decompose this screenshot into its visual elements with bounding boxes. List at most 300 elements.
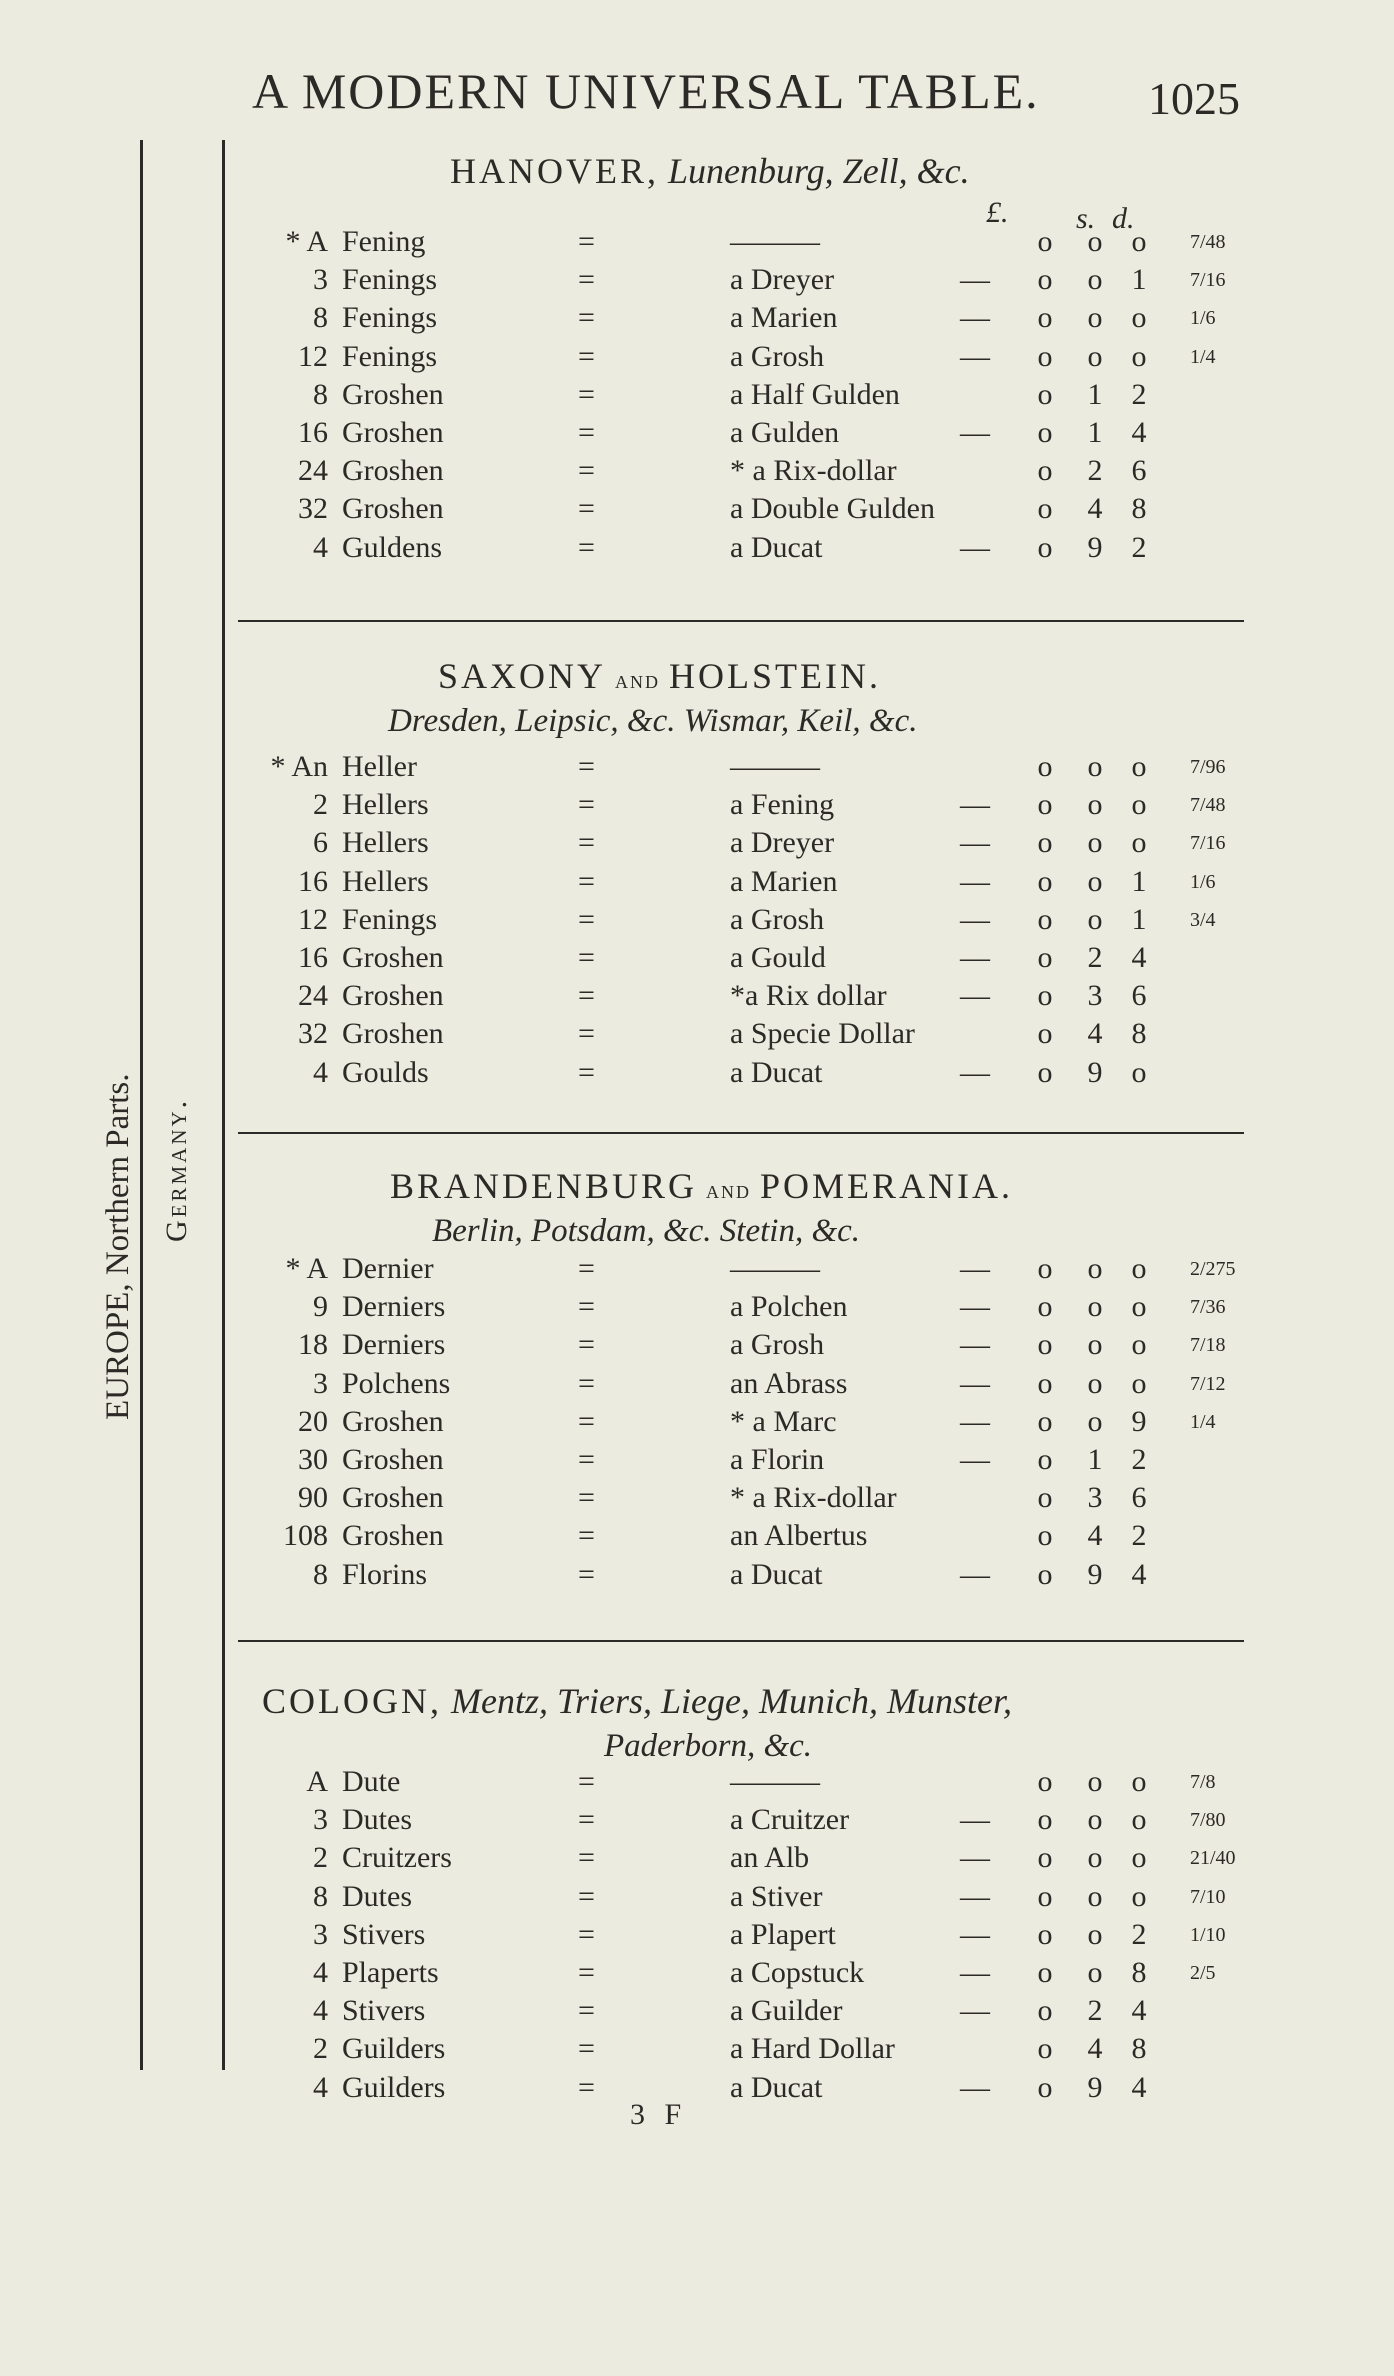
cell-l: o [1037,1994,1053,2027]
cell-frac: 7/16 [1190,269,1226,291]
table-row [0,941,1394,979]
section-title-part: COLOGN, [262,1681,442,1721]
cell-target: a Ducat [730,1558,823,1591]
cell-s: 9 [1087,1056,1103,1089]
cell-name: Stivers [342,1994,426,2027]
cell-s: o [1087,750,1103,783]
cell-s: 1 [1087,1443,1103,1476]
cell-target: an Abrass [730,1367,848,1400]
cell-l: o [1037,531,1053,564]
cell-s: 2 [1087,454,1103,487]
table-row [0,1328,1394,1366]
cell-l: o [1037,903,1053,936]
cell-d: 2 [1131,1519,1147,1552]
section-title-part: SAXONY [438,656,607,696]
cell-frac: 7/10 [1190,1886,1226,1908]
cell-s: 1 [1087,378,1103,411]
cell-eq: = [578,1252,595,1285]
table-row [0,903,1394,941]
cell-qty: 24 [298,454,328,487]
cell-s: o [1087,340,1103,373]
cell-eq: = [578,1481,595,1514]
table-row [0,416,1394,454]
cell-l: o [1037,1252,1053,1285]
cell-frac: 7/16 [1190,832,1226,854]
cell-name: Groshen [342,1405,444,1438]
cell-name: Dute [342,1765,401,1798]
cell-eq: = [578,979,595,1012]
cell-eq: = [578,301,595,334]
cell-d: o [1131,788,1147,821]
cell-name: Groshen [342,1519,444,1552]
cell-qty: 18 [298,1328,328,1361]
table-row [0,1405,1394,1443]
cell-dash: — [960,788,990,821]
cell-dash: — [960,263,990,296]
cell-frac: 7/48 [1190,794,1226,816]
cell-qty: 90 [298,1481,328,1514]
cell-qty: 8 [313,1558,328,1591]
cell-qty: 32 [298,1017,328,1050]
cell-s: o [1087,1290,1103,1323]
cell-d: 8 [1131,492,1147,525]
cell-dash: — [960,340,990,373]
table-row [0,1558,1394,1596]
cell-name: Hellers [342,865,429,898]
cell-target: a Cruitzer [730,1803,850,1836]
cell-l: o [1037,750,1053,783]
cell-qty: 16 [298,865,328,898]
cell-dash: — [960,416,990,449]
cell-qty: 3 [313,1918,328,1951]
cell-name: Polchens [342,1367,451,1400]
table-row [0,1481,1394,1519]
cell-dash: — [960,979,990,1012]
table-row [0,2071,1394,2109]
cell-l: o [1037,416,1053,449]
cell-l: o [1037,826,1053,859]
cell-l: o [1037,1803,1053,1836]
cell-d: 9 [1131,1405,1147,1438]
cell-d: o [1131,1328,1147,1361]
cell-name: Groshen [342,1017,444,1050]
cell-name: Plaperts [342,1956,439,1989]
cell-target: a Copstuck [730,1956,865,1989]
cell-target: ——— [730,1765,820,1798]
table-row [0,1252,1394,1290]
cell-l: o [1037,263,1053,296]
cell-d: 4 [1131,2071,1147,2104]
cell-qty: 30 [298,1443,328,1476]
cell-eq: = [578,1056,595,1089]
cell-s: 4 [1087,2032,1103,2065]
cell-qty: 108 [283,1519,328,1552]
table-row [0,750,1394,788]
cell-s: o [1087,1956,1103,1989]
cell-l: o [1037,1841,1053,1874]
cell-eq: = [578,1017,595,1050]
cell-eq: = [578,1367,595,1400]
cell-s: o [1087,1328,1103,1361]
cell-s: o [1087,263,1103,296]
section-title-part: Mentz, Triers, Liege, Munich, Munster, [451,1681,1012,1721]
table-row [0,1017,1394,1055]
cell-eq: = [578,1765,595,1798]
table-row [0,531,1394,569]
cell-s: o [1087,1405,1103,1438]
cell-d: o [1131,1803,1147,1836]
page-title: A MODERN UNIVERSAL TABLE. [252,63,1040,119]
cell-eq: = [578,1328,595,1361]
cell-d: 4 [1131,1994,1147,2027]
cell-eq: = [578,454,595,487]
cell-qty: 3 [313,1367,328,1400]
cell-l: o [1037,1765,1053,1798]
table-row [0,340,1394,378]
cell-dash: — [960,2071,990,2104]
cell-eq: = [578,340,595,373]
cell-target: a Specie Dollar [730,1017,915,1050]
cell-d: 8 [1131,1017,1147,1050]
section-title-part: and [706,1175,752,1204]
cell-target: a Stiver [730,1880,823,1913]
cell-name: Goulds [342,1056,429,1089]
cell-l: o [1037,1443,1053,1476]
cell-s: 3 [1087,979,1103,1012]
cell-target: a Plapert [730,1918,836,1951]
cell-eq: = [578,788,595,821]
cell-s: o [1087,1918,1103,1951]
cell-d: o [1131,301,1147,334]
cell-l: o [1037,340,1053,373]
cell-name: Fenings [342,301,438,334]
cell-qty: 12 [298,340,328,373]
cell-eq: = [578,1290,595,1323]
cell-name: Groshen [342,941,444,974]
cell-frac: 2/275 [1190,1258,1236,1280]
cell-d: 2 [1131,1443,1147,1476]
cell-name: Groshen [342,1481,444,1514]
cell-d: 1 [1131,865,1147,898]
cell-eq: = [578,826,595,859]
cell-qty: 24 [298,979,328,1012]
table-row [0,378,1394,416]
cell-d: 1 [1131,263,1147,296]
cell-dash: — [960,1558,990,1591]
cell-d: 6 [1131,1481,1147,1514]
table-row [0,301,1394,339]
cell-s: 2 [1087,941,1103,974]
column-header-pence: d. [1112,202,1135,235]
cell-name: Fenings [342,263,438,296]
cell-name: Fenings [342,903,438,936]
cell-s: o [1087,1252,1103,1285]
cell-name: Guilders [342,2071,446,2104]
cell-s: 9 [1087,531,1103,564]
cell-s: o [1087,826,1103,859]
cell-eq: = [578,1918,595,1951]
cell-d: 1 [1131,903,1147,936]
cell-l: o [1037,225,1053,258]
cell-s: o [1087,903,1103,936]
cell-frac: 2/5 [1190,1962,1216,1984]
cell-l: o [1037,1918,1053,1951]
cell-name: Dutes [342,1880,412,1913]
cell-s: 9 [1087,1558,1103,1591]
cell-target: a Ducat [730,2071,823,2104]
cell-eq: = [578,1405,595,1438]
cell-d: 2 [1131,1918,1147,1951]
cell-target: * a Rix-dollar [730,454,897,487]
cell-s: 9 [1087,2071,1103,2104]
cell-dash: — [960,1803,990,1836]
section-title [390,1165,1013,1207]
cell-dash: — [960,1056,990,1089]
table-row [0,2032,1394,2070]
cell-eq: = [578,1956,595,1989]
cell-target: a Gould [730,941,826,974]
cell-s: 1 [1087,416,1103,449]
table-row [0,1367,1394,1405]
cell-target: an Albertus [730,1519,868,1552]
table-row [0,1803,1394,1841]
cell-eq: = [578,1558,595,1591]
cell-s: o [1087,1765,1103,1798]
cell-target: a Gulden [730,416,840,449]
cell-s: o [1087,1803,1103,1836]
cell-dash: — [960,1994,990,2027]
cell-eq: = [578,2071,595,2104]
cell-eq: = [578,865,595,898]
cell-qty: 3 [313,263,328,296]
section-subtitle: Paderborn, &c. [604,1728,813,1764]
cell-s: o [1087,1841,1103,1874]
cell-l: o [1037,941,1053,974]
section-divider [238,1132,1244,1134]
section-divider [238,1640,1244,1642]
cell-eq: = [578,1880,595,1913]
cell-dash: — [960,1290,990,1323]
cell-dash: — [960,531,990,564]
side-country-label: Germany. [160,1097,193,1242]
cell-d: 4 [1131,1558,1147,1591]
cell-name: Fening [342,225,426,258]
table-row [0,1056,1394,1094]
cell-dash: — [960,1367,990,1400]
cell-qty: 16 [298,941,328,974]
cell-eq: = [578,941,595,974]
cell-name: Hellers [342,788,429,821]
cell-frac: 7/12 [1190,1373,1226,1395]
cell-qty: * An [270,750,328,783]
cell-frac: 7/80 [1190,1809,1226,1831]
cell-d: o [1131,340,1147,373]
cell-d: 8 [1131,2032,1147,2065]
cell-qty: 2 [313,788,328,821]
cell-dash: — [960,826,990,859]
section-title-part: and [615,665,661,694]
cell-frac: 21/40 [1190,1847,1236,1869]
cell-name: Groshen [342,454,444,487]
cell-d: 4 [1131,416,1147,449]
cell-l: o [1037,1056,1053,1089]
cell-eq: = [578,492,595,525]
cell-qty: 16 [298,416,328,449]
cell-d: 6 [1131,454,1147,487]
cell-s: o [1087,1367,1103,1400]
cell-name: Groshen [342,979,444,1012]
cell-s: o [1087,788,1103,821]
cell-frac: 7/96 [1190,756,1226,778]
cell-target: a Polchen [730,1290,848,1323]
cell-frac: 1/10 [1190,1924,1226,1946]
cell-frac: 1/6 [1190,871,1216,893]
table-row [0,1956,1394,1994]
cell-qty: 20 [298,1405,328,1438]
cell-l: o [1037,1367,1053,1400]
cell-l: o [1037,865,1053,898]
signature-mark: 3 F [630,2098,688,2131]
cell-s: o [1087,1880,1103,1913]
cell-dash: — [960,1880,990,1913]
cell-eq: = [578,531,595,564]
cell-qty: 4 [313,1956,328,1989]
cell-target: a Marien [730,301,838,334]
cell-eq: = [578,378,595,411]
section-subtitle: Dresden, Leipsic, &c. Wismar, Keil, &c. [388,703,918,739]
cell-d: o [1131,1367,1147,1400]
cell-frac: 7/48 [1190,231,1226,253]
cell-target: ——— [730,225,820,258]
cell-dash: — [960,865,990,898]
section-title [450,150,970,192]
cell-target: * a Rix-dollar [730,1481,897,1514]
cell-name: Cruitzers [342,1841,452,1874]
cell-qty: 4 [313,1994,328,2027]
table-row [0,788,1394,826]
cell-l: o [1037,1880,1053,1913]
cell-s: 3 [1087,1481,1103,1514]
cell-qty: * A [285,225,328,258]
table-row [0,1443,1394,1481]
cell-dash: — [960,1956,990,1989]
cell-l: o [1037,788,1053,821]
cell-name: Groshen [342,416,444,449]
cell-l: o [1037,1328,1053,1361]
table-row [0,826,1394,864]
cell-qty: 12 [298,903,328,936]
section-divider [238,620,1244,622]
cell-name: Groshen [342,1443,444,1476]
cell-qty: 32 [298,492,328,525]
section-title-part: Lunenburg, Zell, &c. [668,151,970,191]
cell-target: * a Marc [730,1405,837,1438]
cell-name: Derniers [342,1328,446,1361]
cell-target: a Hard Dollar [730,2032,895,2065]
cell-l: o [1037,2032,1053,2065]
cell-s: o [1087,225,1103,258]
cell-qty: 4 [313,2071,328,2104]
cell-frac: 1/6 [1190,307,1216,329]
cell-d: o [1131,1290,1147,1323]
cell-eq: = [578,225,595,258]
cell-s: 4 [1087,492,1103,525]
cell-d: 2 [1131,531,1147,564]
cell-l: o [1037,454,1053,487]
cell-dash: — [960,1252,990,1285]
cell-frac: 7/18 [1190,1334,1226,1356]
cell-d: o [1131,750,1147,783]
cell-eq: = [578,750,595,783]
cell-s: o [1087,865,1103,898]
cell-d: 8 [1131,1956,1147,1989]
cell-l: o [1037,301,1053,334]
cell-d: o [1131,1765,1147,1798]
cell-qty: 8 [313,378,328,411]
cell-target: a Marien [730,865,838,898]
cell-eq: = [578,1803,595,1836]
table-row [0,1841,1394,1879]
cell-dash: — [960,1918,990,1951]
cell-l: o [1037,1017,1053,1050]
section-title-part: HOLSTEIN. [669,656,881,696]
cell-target: *a Rix dollar [730,979,887,1012]
cell-s: 4 [1087,1519,1103,1552]
section-title [262,1680,1012,1722]
cell-s: 4 [1087,1017,1103,1050]
cell-l: o [1037,2071,1053,2104]
cell-frac: 3/4 [1190,909,1216,931]
cell-s: o [1087,301,1103,334]
table-row [0,263,1394,301]
cell-l: o [1037,1519,1053,1552]
cell-frac: 1/4 [1190,1411,1216,1433]
cell-dash: — [960,301,990,334]
cell-eq: = [578,903,595,936]
cell-target: a Fening [730,788,835,821]
cell-name: Florins [342,1558,428,1591]
cell-dash: — [960,1328,990,1361]
cell-s: 2 [1087,1994,1103,2027]
cell-d: o [1131,1841,1147,1874]
cell-qty: A [306,1765,328,1798]
table-row [0,1880,1394,1918]
cell-qty: 8 [313,301,328,334]
section-title [438,655,881,697]
cell-qty: 9 [313,1290,328,1323]
cell-name: Dutes [342,1803,412,1836]
cell-name: Heller [342,750,417,783]
cell-qty: 3 [313,1803,328,1836]
cell-target: a Ducat [730,531,823,564]
cell-qty: 8 [313,1880,328,1913]
table-row [0,1519,1394,1557]
table-row [0,1918,1394,1956]
cell-dash: — [960,1405,990,1438]
section-title-part: BRANDENBURG [390,1166,698,1206]
cell-eq: = [578,416,595,449]
table-row [0,1290,1394,1328]
table-row [0,865,1394,903]
cell-dash: — [960,903,990,936]
cell-target: a Florin [730,1443,825,1476]
cell-d: 4 [1131,941,1147,974]
cell-name: Groshen [342,378,444,411]
cell-qty: 4 [313,1056,328,1089]
cell-d: o [1131,1880,1147,1913]
cell-target: a Ducat [730,1056,823,1089]
cell-frac: 7/8 [1190,1771,1216,1793]
